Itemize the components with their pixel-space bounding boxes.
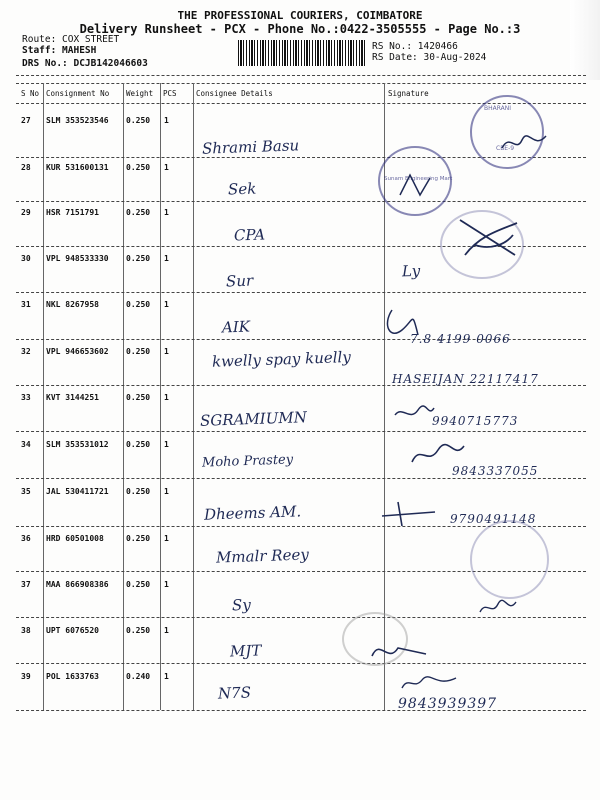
stamp-label: CBE-9 bbox=[496, 145, 515, 152]
row-sno: 39 bbox=[21, 672, 31, 681]
row-weight: 0.250 bbox=[126, 393, 151, 402]
row-weight: 0.250 bbox=[126, 626, 151, 635]
row-consignment: HRD 60501008 bbox=[46, 534, 104, 543]
row-divider bbox=[16, 292, 586, 293]
signature-scribble bbox=[478, 598, 518, 618]
row-pcs: 1 bbox=[164, 580, 169, 589]
row-consignment: HSR 7151791 bbox=[46, 208, 99, 217]
row-divider bbox=[16, 663, 586, 664]
col-separator bbox=[43, 83, 44, 710]
row-consignee: AIK bbox=[221, 317, 251, 337]
staff-label: Staff: MAHESH bbox=[22, 45, 97, 56]
row-weight: 0.250 bbox=[126, 116, 151, 125]
row-pcs: 1 bbox=[164, 300, 169, 309]
row-signature: Ly bbox=[401, 261, 421, 281]
row-consignment: VPL 948533330 bbox=[46, 254, 109, 263]
row-sno: 29 bbox=[21, 208, 31, 217]
row-consignee: Shrami Basu bbox=[201, 136, 300, 158]
row-weight: 0.250 bbox=[126, 347, 151, 356]
stamp-label: Sunam Engineering Mart bbox=[384, 176, 453, 182]
row-divider bbox=[16, 201, 586, 202]
row-pcs: 1 bbox=[164, 672, 169, 681]
row-consignee: N7S bbox=[217, 683, 252, 703]
row-consignee: Mmalr Reey bbox=[215, 545, 310, 567]
table-top-border bbox=[16, 83, 586, 84]
row-pcs: 1 bbox=[164, 163, 169, 172]
drs-number: DRS No.: DCJB142046603 bbox=[22, 58, 148, 69]
row-signature: 7.8 4199 0066 bbox=[410, 332, 511, 346]
stamp-label: BHARANI bbox=[484, 105, 512, 112]
row-signature: 9940715773 bbox=[432, 414, 519, 428]
row-sno: 34 bbox=[21, 440, 31, 449]
route-label: Route: COX STREET bbox=[22, 34, 120, 45]
row-weight: 0.250 bbox=[126, 440, 151, 449]
row-consignment: POL 1633763 bbox=[46, 672, 99, 681]
col-consignment: Consignment No bbox=[46, 89, 110, 98]
row-consignee: SGRAMIUMN bbox=[199, 408, 308, 430]
row-weight: 0.240 bbox=[126, 672, 151, 681]
row-signature: 9790491148 bbox=[450, 512, 537, 526]
row-consignee: kwelly spay kuelly bbox=[211, 347, 352, 371]
row-consignment: UPT 6076520 bbox=[46, 626, 99, 635]
row-pcs: 1 bbox=[164, 347, 169, 356]
row-sno: 36 bbox=[21, 534, 31, 543]
row-weight: 0.250 bbox=[126, 208, 151, 217]
row-pcs: 1 bbox=[164, 626, 169, 635]
row-consignment: SLM 353523546 bbox=[46, 116, 109, 125]
row-weight: 0.250 bbox=[126, 300, 151, 309]
row-consignee: Sek bbox=[227, 179, 257, 199]
col-signature: Signature bbox=[388, 89, 429, 98]
header-divider bbox=[16, 75, 586, 76]
row-consignment: SLM 353531012 bbox=[46, 440, 109, 449]
row-pcs: 1 bbox=[164, 440, 169, 449]
row-sno: 32 bbox=[21, 347, 31, 356]
rs-number: RS No.: 1420466 bbox=[372, 41, 458, 52]
col-consignee: Consignee Details bbox=[196, 89, 273, 98]
row-weight: 0.250 bbox=[126, 254, 151, 263]
row-consignee: MJT bbox=[229, 641, 262, 661]
row-weight: 0.250 bbox=[126, 487, 151, 496]
row-consignee: CPA bbox=[233, 225, 266, 245]
signature-scribble bbox=[400, 672, 460, 694]
col-separator bbox=[160, 83, 161, 710]
table-bottom-border bbox=[16, 710, 586, 711]
row-consignment: KUR 531600131 bbox=[46, 163, 109, 172]
row-consignment: KVT 3144251 bbox=[46, 393, 99, 402]
row-consignee: Dheems AM. bbox=[203, 502, 302, 524]
col-weight: Weight bbox=[126, 89, 154, 98]
row-consignment: NKL 8267958 bbox=[46, 300, 99, 309]
row-weight: 0.250 bbox=[126, 534, 151, 543]
signature-scribble bbox=[500, 128, 550, 158]
row-consignee: Sur bbox=[225, 271, 254, 291]
row-signature: 9843939397 bbox=[398, 696, 498, 712]
signature-scribble bbox=[380, 498, 440, 528]
row-sno: 31 bbox=[21, 300, 31, 309]
barcode bbox=[238, 40, 366, 66]
row-consignee: Sy bbox=[231, 595, 252, 615]
signature-scribble bbox=[408, 440, 468, 470]
row-pcs: 1 bbox=[164, 116, 169, 125]
rs-date: RS Date: 30-Aug-2024 bbox=[372, 52, 487, 63]
row-pcs: 1 bbox=[164, 393, 169, 402]
row-weight: 0.250 bbox=[126, 580, 151, 589]
row-sno: 28 bbox=[21, 163, 31, 172]
col-sno: S No bbox=[21, 89, 40, 98]
row-divider bbox=[16, 431, 586, 432]
row-pcs: 1 bbox=[164, 208, 169, 217]
company-title: THE PROFESSIONAL COURIERS, COIMBATORE bbox=[177, 9, 423, 22]
col-separator bbox=[123, 83, 124, 710]
signature-scribble bbox=[370, 636, 430, 664]
row-sno: 37 bbox=[21, 580, 31, 589]
row-sno: 33 bbox=[21, 393, 31, 402]
row-consignment: VPL 946653602 bbox=[46, 347, 109, 356]
row-divider bbox=[16, 478, 586, 479]
row-sno: 30 bbox=[21, 254, 31, 263]
row-weight: 0.250 bbox=[126, 163, 151, 172]
row-pcs: 1 bbox=[164, 534, 169, 543]
row-sno: 35 bbox=[21, 487, 31, 496]
row-sno: 27 bbox=[21, 116, 31, 125]
col-separator bbox=[193, 83, 194, 710]
signature-scribble bbox=[382, 305, 422, 345]
row-pcs: 1 bbox=[164, 254, 169, 263]
runsheet-title: Delivery Runsheet - PCX - Phone No.:0422-3505555 - Page No.:3 bbox=[79, 22, 521, 36]
row-consignment: JAL 530411721 bbox=[46, 487, 109, 496]
round-stamp bbox=[470, 520, 549, 599]
row-consignee: Moho Prastey bbox=[201, 452, 294, 471]
row-consignment: MAA 866908386 bbox=[46, 580, 109, 589]
row-signature: 9843337055 bbox=[452, 464, 539, 478]
col-pcs: PCS bbox=[163, 89, 177, 98]
row-signature: HASEIJAN 22117417 bbox=[392, 372, 539, 386]
signature-scribble bbox=[395, 170, 435, 200]
row-pcs: 1 bbox=[164, 487, 169, 496]
row-sno: 38 bbox=[21, 626, 31, 635]
signature-scribble bbox=[455, 215, 525, 260]
signature-scribble bbox=[392, 400, 437, 425]
